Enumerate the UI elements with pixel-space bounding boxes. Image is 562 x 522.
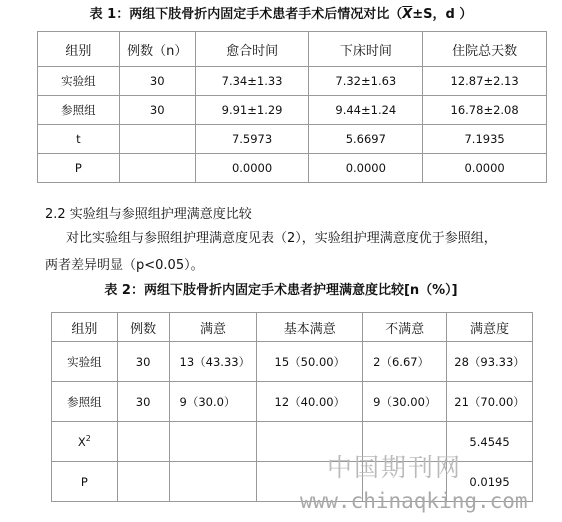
header-group: 组别 [52,313,118,342]
section-heading: 2.2 实验组与参照组护理满意度比较 [45,207,252,222]
table-cell: 9（30.0） [169,382,257,422]
paragraph-line: 对比实验组与参照组护理满意度见表（2），实验组护理满意度优于参照组， [66,231,497,246]
table1-caption-mean-symbol: $\overline{X}$ [402,7,413,22]
header-satisfaction-rate: 满意度 [447,313,533,342]
table-cell: 15（50.00） [257,342,363,382]
table-row [52,342,533,382]
table-cell: 参照组 [38,96,120,125]
table-cell: 7.32±1.63 [309,67,423,96]
table-cell: 12.87±2.13 [423,67,547,96]
table-cell: 9（30.00） [363,382,447,422]
table-cell: 实验组 [52,342,118,382]
header-basically-satisfied: 基本满意 [257,313,363,342]
table-row [38,154,547,183]
watermark-chinese: 中国期刊网 [327,453,463,482]
table-cell: 5.6697 [309,125,423,154]
header-group: 组别 [38,32,120,67]
table-header-row [38,32,547,67]
table-cell: 30 [117,342,169,382]
paragraph-line: 两者差异明显（p<0.05）。 [45,258,204,273]
table-cell: 21（70.00） [447,382,533,422]
table-cell: 0.0000 [195,154,309,183]
table-cell: 28（93.33） [447,342,533,382]
table-cell [117,422,169,462]
superscript-two: 2 [85,433,91,443]
table-cell: 7.34±1.33 [195,67,309,96]
table-cell: 30 [119,67,195,96]
watermark-url: www.chinaqking.com [300,489,528,513]
table-row [52,382,533,422]
table-cell [117,462,169,502]
table-cell: 参照组 [52,382,118,422]
table-cell: 13（43.33） [169,342,257,382]
header-healing-time: 愈合时间 [195,32,309,67]
table-cell: X [77,434,86,449]
header-cases: 例数（n） [119,32,195,67]
header-cases: 例数 [117,313,169,342]
table-cell [119,125,195,154]
table-cell: 7.5973 [195,125,309,154]
table-cell: 9.44±1.24 [309,96,423,125]
postoperative-comparison-table [37,31,547,183]
table-cell [169,462,257,502]
table-cell: 2（6.67） [363,342,447,382]
table-cell: 9.91±1.29 [195,96,309,125]
table1-caption-suffix: ±S，d ） [412,7,473,22]
table-cell: 16.78±2.08 [423,96,547,125]
table2-caption: 表 2：两组下肢骨折内固定手术患者护理满意度比较[n（%）] [104,283,458,298]
table-cell: 7.1935 [423,125,547,154]
header-hospital-days: 住院总天数 [423,32,547,67]
table-row [38,67,547,96]
table-cell: 0.0000 [309,154,423,183]
table-cell: P [52,462,118,502]
table-cell [169,422,257,462]
table1-caption [0,6,562,24]
table-row [38,96,547,125]
chi-square-label [52,422,118,462]
table-cell [119,154,195,183]
header-dissatisfied: 不满意 [363,313,447,342]
header-ambulation-time: 下床时间 [309,32,423,67]
table-cell: 0.0195 [447,462,533,502]
table-cell: 12（40.00） [257,382,363,422]
table-cell: 实验组 [38,67,120,96]
table1-caption-prefix: 表 1：两组下肢骨折内固定手术患者手术后情况对比（ [89,7,403,22]
table-cell: 30 [117,382,169,422]
table-cell: P [38,154,120,183]
table-cell: 5.4545 [447,422,533,462]
header-satisfied: 满意 [169,313,257,342]
table-header-row [52,313,533,342]
table-cell: t [38,125,120,154]
table-cell: 30 [119,96,195,125]
table-row [38,125,547,154]
table-cell: 0.0000 [423,154,547,183]
